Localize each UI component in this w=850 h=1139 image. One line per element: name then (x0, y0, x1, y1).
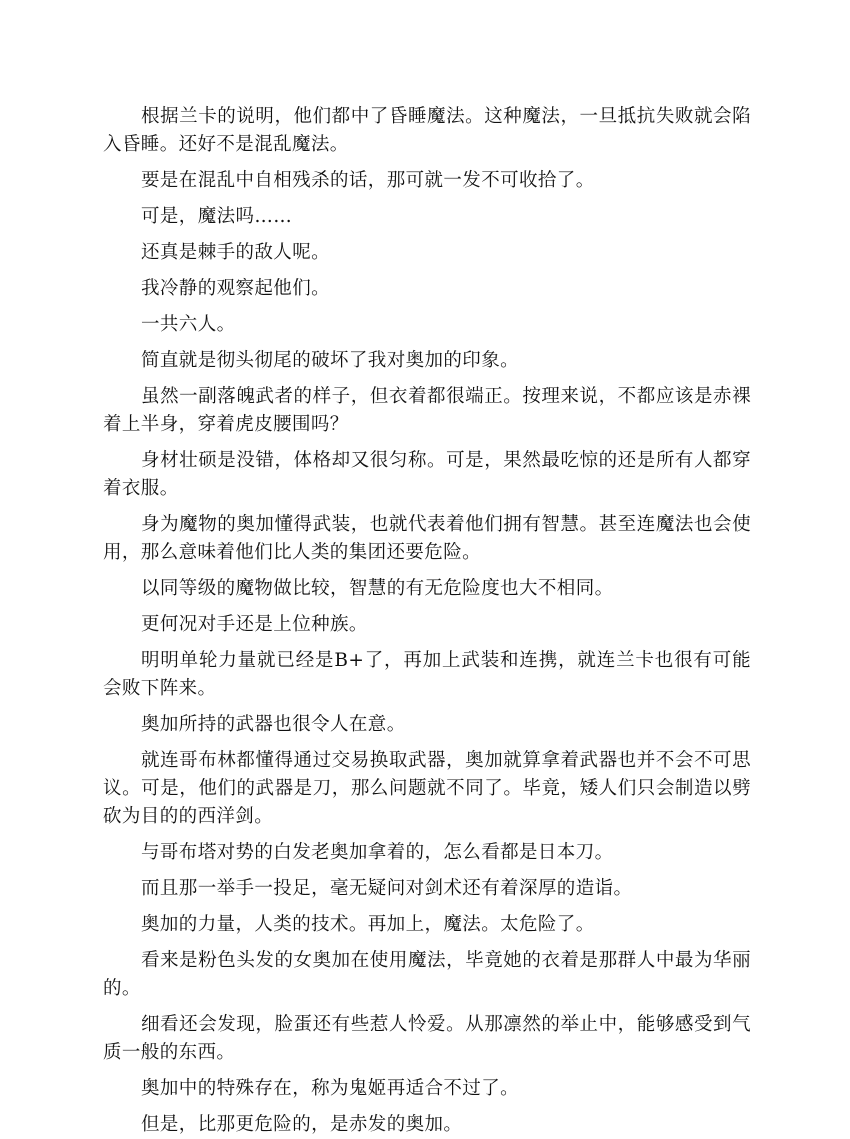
paragraph-22: 但是，比那更危险的，是赤发的奥加。 (141, 1114, 463, 1135)
paragraph-8: 虽然一副落魄武者的样子，但衣着都很端正。按理来说，不都应该是赤裸着上半身，穿着虎皮腰围吗？ (103, 386, 751, 435)
paragraph-19: 看来是粉色头发的女奥加在使用魔法，毕竟她的衣着是那群人中最为华丽的。 (103, 950, 751, 999)
paragraph-9: 身材壮硕是没错，体格却又很匀称。可是，果然最吃惊的还是所有人都穿着衣服。 (103, 450, 751, 499)
paragraph-12: 更何况对手还是上位种族。 (141, 614, 368, 635)
paragraph-5: 我冷静的观察起他们。 (141, 278, 331, 299)
body-text (103, 103, 751, 1139)
paragraph-3: 可是，魔法吗…… (141, 206, 293, 227)
paragraph-21: 奥加中的特殊存在，称为鬼姬再适合不过了。 (141, 1078, 520, 1099)
paragraph-18: 奥加的力量，人类的技术。再加上，魔法。太危险了。 (141, 914, 595, 935)
paragraph-7: 简直就是彻头彻尾的破坏了我对奥加的印象。 (141, 350, 520, 371)
paragraph-20: 细看还会发现，脸蛋还有些惹人怜爱。从那凛然的举止中，能够感受到气质一般的东西。 (103, 1014, 751, 1063)
paragraph-1: 根据兰卡的说明，他们都中了昏睡魔法。这种魔法，一旦抵抗失败就会陷入昏睡。还好不是混乱魔法。 (103, 106, 751, 155)
paragraph-10: 身为魔物的奥加懂得武装，也就代表着他们拥有智慧。甚至连魔法也会使用，那么意味着他们比人类的集团还要危险。 (103, 514, 751, 563)
paragraph-16: 与哥布塔对势的白发老奥加拿着的，怎么看都是日本刀。 (141, 842, 614, 863)
paragraph-17: 而且那一举手一投足，毫无疑问对剑术还有着深厚的造诣。 (141, 878, 633, 899)
paragraph-14: 奥加所持的武器也很令人在意。 (141, 714, 406, 735)
paragraph-11: 以同等级的魔物做比较，智慧的有无危险度也大不相同。 (141, 578, 614, 599)
paragraph-2: 要是在混乱中自相残杀的话，那可就一发不可收拾了。 (141, 170, 595, 191)
paragraph-15: 就连哥布林都懂得通过交易换取武器，奥加就算拿着武器也并不会不可思议。可是，他们的武器是刀，那么问题就不同了。毕竟，矮人们只会制造以劈砍为目的的西洋剑。 (103, 750, 751, 827)
paragraph-4: 还真是棘手的敌人呢。 (141, 242, 331, 263)
paragraph-13: 明明单轮力量就已经是B+了，再加上武装和连携，就连兰卡也很有可能会败下阵来。 (103, 650, 751, 699)
paragraph-6: 一共六人。 (141, 314, 236, 335)
